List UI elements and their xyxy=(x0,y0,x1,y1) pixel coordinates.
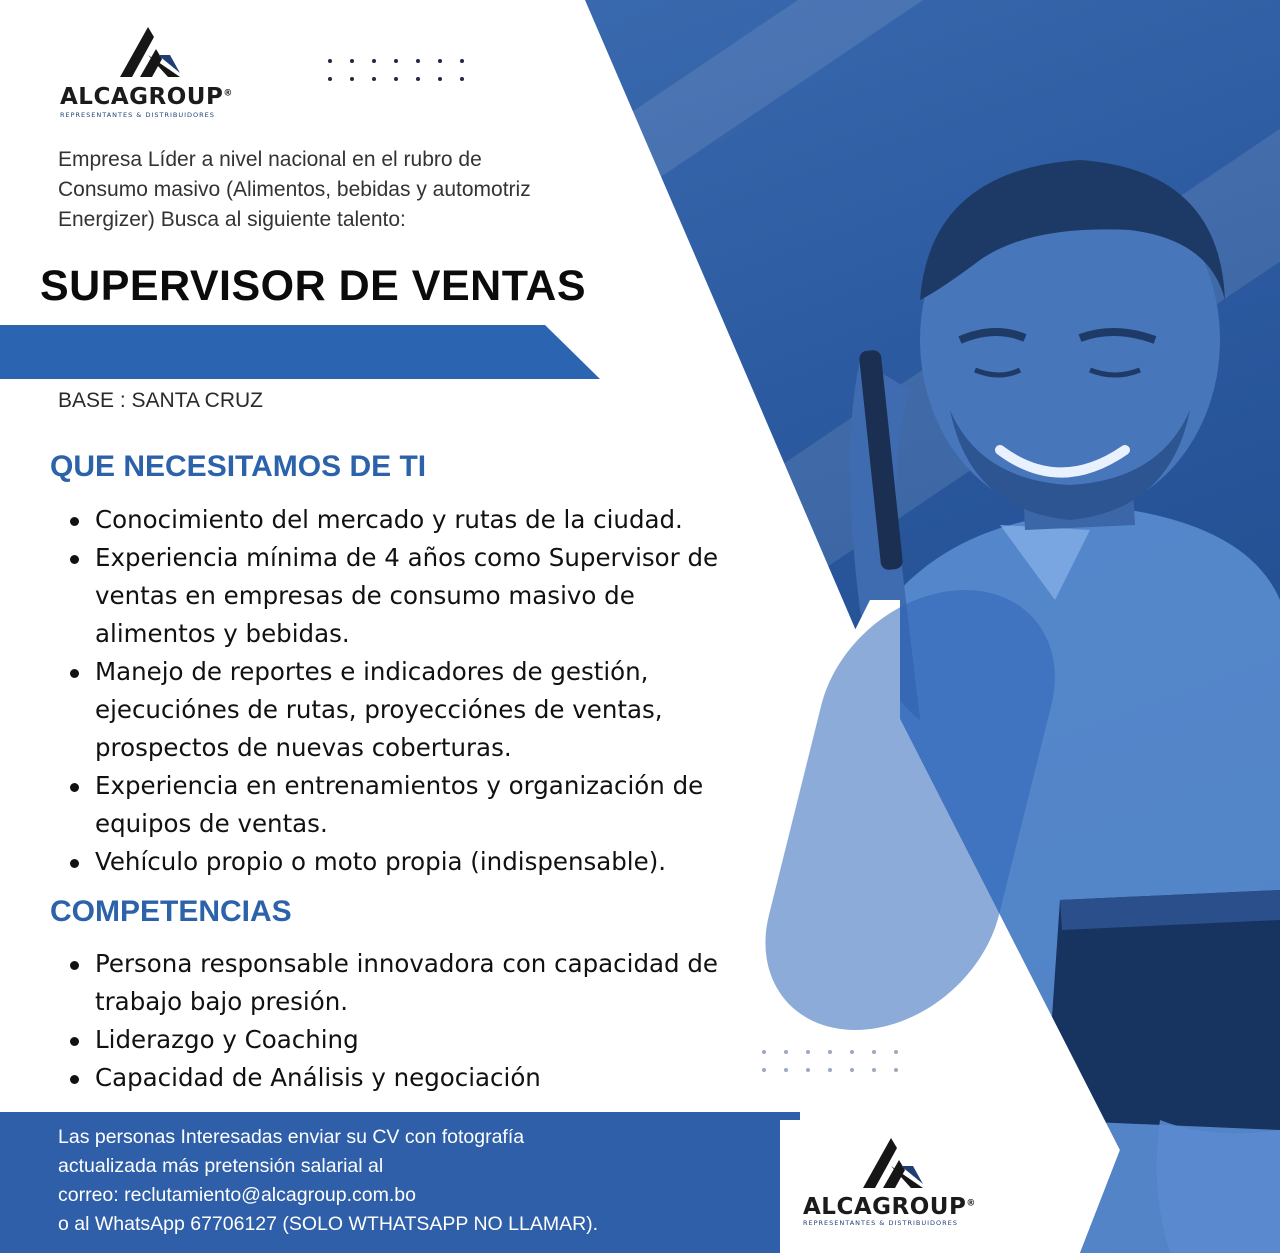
contact-line: o al WhatsApp 67706127 (SOLO WTHATSAPP NO LLAMAR). xyxy=(58,1213,599,1235)
contact-text xyxy=(58,1123,598,1239)
list-item: Experiencia en entrenamientos y organización de equipos de ventas. xyxy=(95,767,718,843)
brand-logo-top xyxy=(118,25,182,79)
list-item: Persona responsable innovadora con capacidad de trabajo bajo presión. xyxy=(95,945,718,1021)
list-item: Vehículo propio o moto propia (indispensable). xyxy=(95,843,718,881)
requirements-heading: QUE NECESITAMOS DE TI xyxy=(50,450,427,483)
alca-triangle-logo-icon xyxy=(860,1136,926,1190)
title-underline-band xyxy=(0,325,600,379)
contact-line: correo: reclutamiento@alcagroup.com.bo xyxy=(58,1184,416,1206)
decorative-dots-bottom xyxy=(762,1050,916,1072)
list-item: Experiencia mínima de 4 años como Supervisor de ventas en empresas de consumo masivo de alimentos y bebidas. xyxy=(95,539,718,653)
intro-line: Energizer) Busca al siguiente talento: xyxy=(58,208,406,231)
list-item: Conocimiento del mercado y rutas de la ciudad. xyxy=(95,501,718,539)
intro-line: Empresa Líder a nivel nacional en el rubro de xyxy=(58,148,482,171)
list-item: Capacidad de Análisis y negociación xyxy=(95,1059,718,1097)
company-intro xyxy=(58,145,618,235)
contact-line: Las personas Interesadas enviar su CV con fotografía xyxy=(58,1126,525,1148)
job-title: SUPERVISOR DE VENTAS xyxy=(40,262,587,310)
requirements-list xyxy=(95,501,718,881)
list-item: Manejo de reportes e indicadores de gestión, ejecuciónes de rutas, proyecciónes de ventas, prospectos de nuevas coberturas. xyxy=(95,653,718,767)
brand-name-top: ALCAGROUP® xyxy=(60,84,233,110)
brand-name-bottom: ALCAGROUP® xyxy=(803,1194,976,1220)
competencies-heading: COMPETENCIAS xyxy=(50,895,292,928)
competencies-list xyxy=(95,945,718,1097)
brand-tagline-top: REPRESENTANTES & DISTRIBUIDORES xyxy=(60,111,215,119)
contact-line: actualizada más pretensión salarial al xyxy=(58,1155,384,1177)
alca-triangle-logo-icon xyxy=(118,25,182,79)
brand-tagline-bottom: REPRESENTANTES & DISTRIBUIDORES xyxy=(803,1219,958,1227)
list-item: Liderazgo y Coaching xyxy=(95,1021,718,1059)
brand-logo-bottom xyxy=(860,1136,926,1190)
decorative-dots-top xyxy=(328,59,482,81)
job-location: BASE : SANTA CRUZ xyxy=(58,389,263,412)
intro-line: Consumo masivo (Alimentos, bebidas y automotriz xyxy=(58,178,531,201)
